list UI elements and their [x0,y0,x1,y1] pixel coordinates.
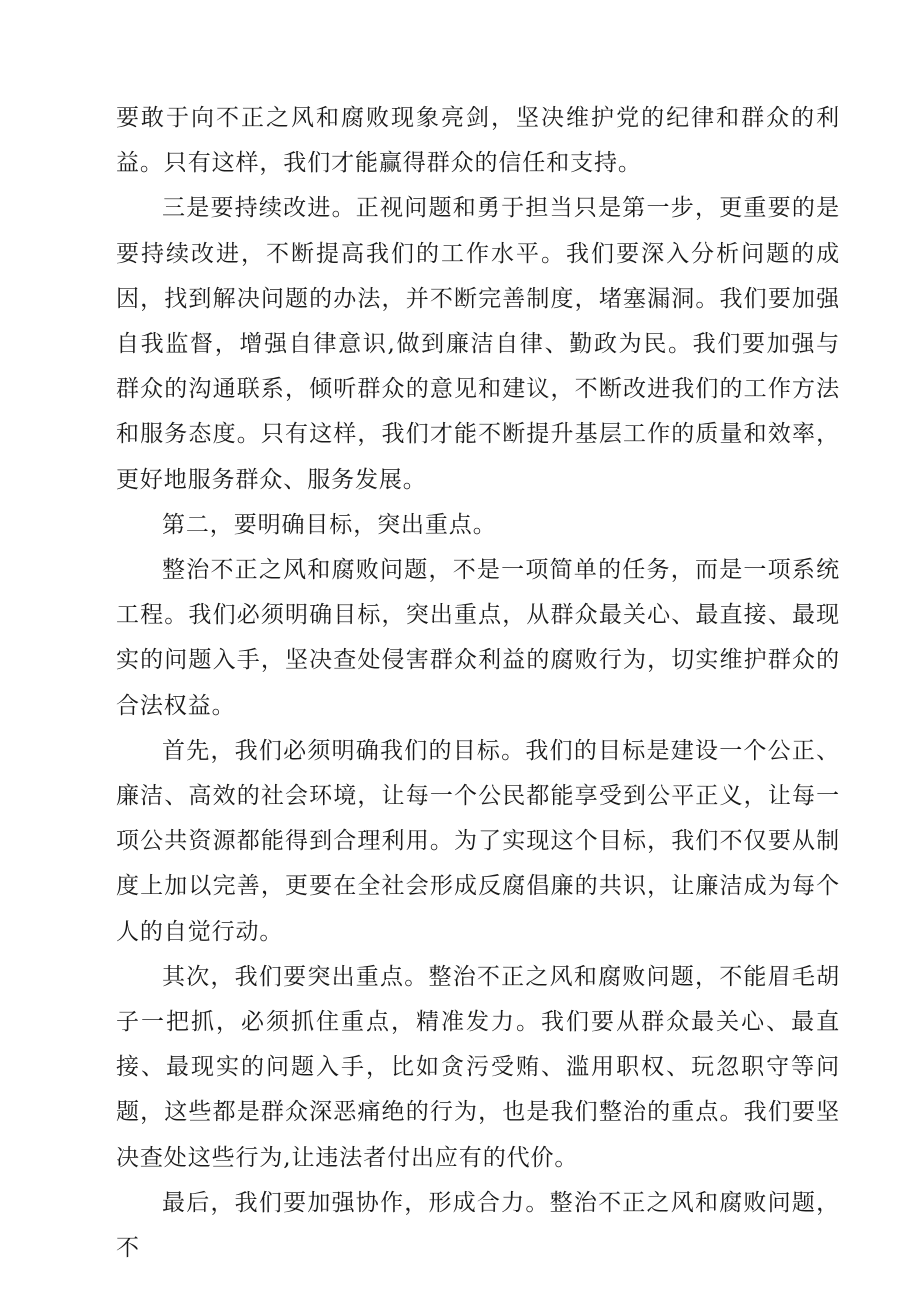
paragraph-4: 首先，我们必须明确我们的目标。我们的目标是建设一个公正、廉洁、高效的社会环境，让每一个公民都能享受到公平正义，让每一项公共资源都能得到合理利用。为了实现这个目标，我们不仅要从制度上加以完善，更要在全社会形成反腐倡廉的共识，让廉洁成为每个人的自觉行动。 [116,737,840,945]
section-heading: 第二，要明确目标，突出重点。 [162,511,497,538]
paragraph-2: 三是要持续改进。正视问题和勇于担当只是第一步，更重要的是要持续改进，不断提高我们的工作水平。我们要深入分析问题的成因，找到解决问题的办法，并不断完善制度，堵塞漏洞。我们要加强自我监督，增强自律意识,做到廉洁自律、勤政为民。我们要加强与群众的沟通联系，倾听群众的意见和建议，不断改进我们的工作方法和服务态度。只有这样，我们才能不断提升基层工作的质量和效率，更好地服务群众、服务发展。 [116,195,840,493]
paragraph-6: 最后，我们要加强协作，形成合力。整治不正之风和腐败问题，不 [116,1189,840,1262]
paragraph-3: 整治不正之风和腐败问题，不是一项简单的任务，而是一项系统工程。我们必须明确目标，突出重点，从群众最关心、最直接、最现实的问题入手，坚决查处侵害群众利益的腐败行为，切实维护群众的合法权益。 [116,557,840,719]
paragraph-5: 其次，我们要突出重点。整治不正之风和腐败问题，不能眉毛胡子一把抓，必须抓住重点，精准发力。我们要从群众最关心、最直接、最现实的问题入手，比如贪污受贿、滥用职权、玩忽职守等问题，这些都是群众深恶痛绝的行为，也是我们整治的重点。我们要坚决查处这些行为,让违法者付出应有的代价。 [116,963,840,1171]
document-body [116,96,840,1271]
paragraph-1: 要敢于向不正之风和腐败现象亮剑，坚决维护党的纪律和群众的利益。只有这样，我们才能赢得群众的信任和支持。 [116,105,840,177]
